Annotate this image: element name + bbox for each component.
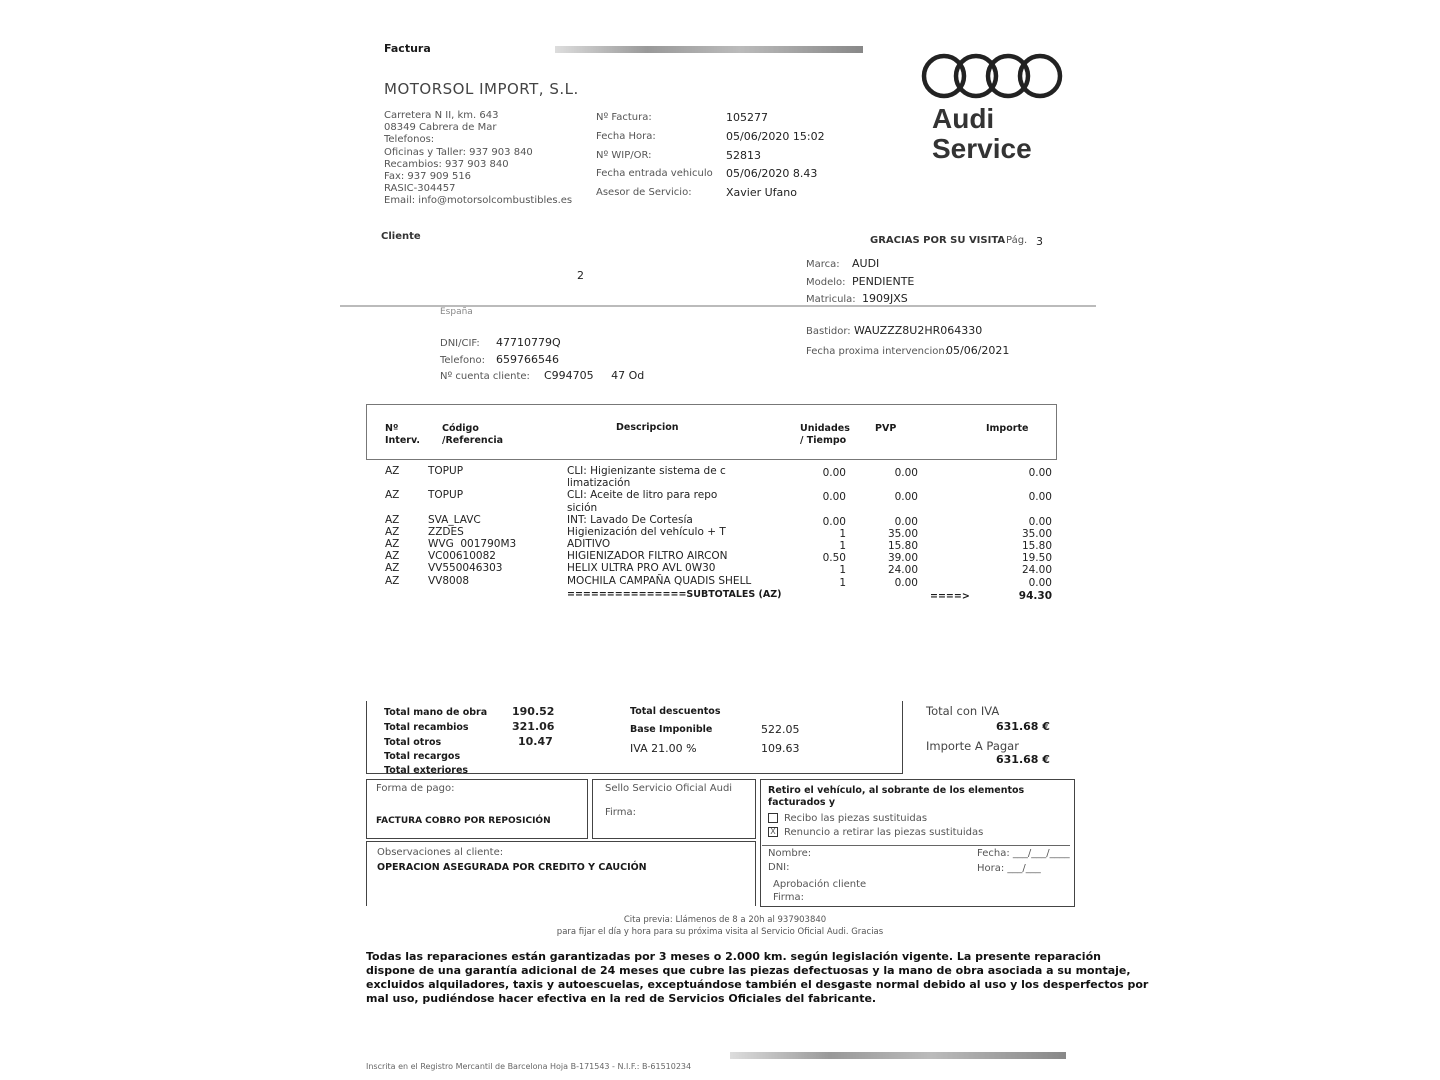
header-descripcion: Descripcion (616, 422, 679, 433)
cell-codigo: ZZDES (428, 525, 464, 538)
base-value: 522.05 (761, 723, 800, 736)
cell-pvp: 0.00 (894, 576, 918, 589)
client-number: 2 (577, 269, 584, 282)
cell-interv: AZ (385, 489, 400, 502)
document-title: Factura (384, 42, 431, 55)
cell-interv: AZ (385, 538, 400, 550)
cell-codigo: TOPUP (428, 465, 464, 477)
client-country: España (440, 307, 473, 317)
retiro-divider (762, 845, 1070, 846)
cell-codigo: TOPUP (428, 489, 464, 502)
cell-interv: AZ (385, 550, 400, 563)
header-unidades: Unidades / Tiempo (800, 423, 850, 446)
cell-interv: AZ (385, 562, 400, 575)
cell-pvp: 39.00 (887, 552, 918, 565)
retiro-title: Retiro el vehículo, al sobrante de los elementos facturados y (768, 785, 1025, 808)
audi-service-logo (932, 104, 1032, 164)
cell-unidades: 1 (839, 527, 846, 540)
cell-unidades: 1 (839, 576, 846, 589)
cell-unidades: 1 (839, 540, 846, 552)
client-field-label: DNI/CIF: (440, 338, 480, 349)
cell-interv: AZ (385, 513, 400, 526)
audi-rings-logo (920, 52, 1066, 100)
cell-importe: 19.50 (1021, 552, 1052, 565)
appointment-line: para fijar el día y hora para su próxima visita al Servicio Oficial Audi. Gracias (556, 926, 884, 937)
retiro-dni-label: DNI: (768, 862, 790, 873)
payment-method: FACTURA COBRO POR REPOSICIÓN (376, 816, 551, 826)
payment-label: Forma de pago: (376, 783, 455, 794)
client-phone: 659766546 (496, 352, 559, 366)
vehicle-plate: 1909JXS (862, 292, 908, 305)
pagar-value: 631.68 € (996, 753, 1050, 766)
cell-interv: AZ (385, 525, 400, 538)
cell-unidades: 0.00 (822, 515, 846, 528)
vehicle-vin: WAUZZZ8U2HR064330 (854, 324, 983, 337)
iva-value: 109.63 (761, 742, 800, 755)
invoice-date: 05/06/2020 15:02 (726, 129, 825, 143)
pagar-label: Importe A Pagar (926, 739, 1019, 753)
cell-importe: 15.80 (1021, 540, 1052, 552)
company-line: Telefonos: (384, 134, 435, 146)
cell-descripcion: CLI: Higienizante sistema de c limatización (567, 465, 726, 490)
sello-firma-label: Firma: (605, 807, 636, 818)
checkbox-renounce[interactable]: X (768, 827, 778, 837)
vehicle-label: Marca: (806, 259, 840, 270)
retiro-approval-label: Aprobación cliente (773, 879, 867, 890)
client-label: Cliente (381, 231, 421, 242)
retiro-signature-label: Firma: (773, 892, 804, 903)
cell-codigo: VC00610082 (428, 550, 496, 563)
retiro-name-label: Nombre: (768, 848, 812, 859)
brand-line-audi: Audi (932, 103, 995, 134)
invoice-date-label: Fecha Hora: (596, 130, 656, 142)
cell-descripcion: MOCHILA CAMPAÑA QUADIS SHELL (567, 574, 752, 587)
vehicle-label: Modelo: (806, 276, 846, 288)
vehicle-label: Matricula: (806, 294, 856, 305)
appointment-info (0, 915, 1440, 938)
observations-label: Observaciones al cliente: (377, 847, 504, 858)
vehicle-info (806, 255, 914, 308)
cell-interv: AZ (385, 574, 400, 587)
sello-label: Sello Servicio Oficial Audi (605, 783, 733, 794)
next-intervention-date: 05/06/2021 (946, 343, 1010, 357)
cell-codigo: VV8008 (428, 574, 470, 587)
header-scan-bar (555, 46, 863, 53)
iva-label: IVA 21.00 % (630, 742, 697, 755)
cell-descripcion: INT: Lavado De Cortesía (567, 513, 693, 526)
header-importe: Importe (986, 423, 1029, 434)
cell-importe: 0.00 (1028, 491, 1052, 504)
company-name: MOTORSOL IMPORT, S.L. (384, 80, 579, 98)
invoice-wip: 52813 (726, 148, 761, 162)
descuentos-label: Total descuentos (630, 706, 721, 717)
invoice-number-label: Nº Factura: (596, 112, 652, 123)
cell-unidades: 0.50 (822, 552, 846, 565)
registry-info: Inscrita en el Registro Mercantil de Barcelona Hoja B-171543 - N.I.F.: B-61510234 (366, 1062, 692, 1071)
cell-descripcion: Higienización del vehículo + T (567, 525, 726, 538)
subtotal-label: ===============SUBTOTALES (AZ) (567, 589, 782, 600)
cell-codigo: VV550046303 (428, 562, 503, 575)
cell-pvp: 0.00 (894, 515, 918, 528)
invoice-entry-label: Fecha entrada vehiculo (596, 168, 713, 180)
cell-codigo: WVG 001790M3 (428, 538, 517, 550)
appointment-line: Cita previa: Llámenos de 8 a 20h al 937903840 (623, 915, 827, 925)
cell-descripcion: CLI: Aceite de litro para repo sición (567, 489, 718, 514)
vehicle-field-label: Bastidor: (806, 326, 851, 337)
total-label: Total otros (384, 737, 442, 748)
cell-importe: 0.00 (1028, 467, 1052, 479)
cell-pvp: 0.00 (894, 467, 918, 479)
client-dni: 47710779Q (496, 336, 561, 349)
cell-unidades: 1 (839, 564, 846, 577)
cell-importe: 0.00 (1028, 576, 1052, 589)
vehicle-field-label: Fecha proxima intervencion: (806, 345, 949, 357)
retiro-fecha-label: Fecha: ___/___/____ (977, 848, 1070, 859)
footer-scan-bar (730, 1052, 1066, 1059)
subtotal-arrow: ====> (930, 591, 970, 602)
cell-importe: 24.00 (1021, 564, 1052, 577)
company-line: Recambios: 937 903 840 (384, 158, 509, 170)
cell-pvp: 24.00 (887, 564, 918, 577)
totals-left (384, 705, 554, 778)
invoice-advisor-label: Asesor de Servicio: (596, 187, 692, 199)
cell-unidades: 0.00 (822, 467, 846, 479)
total-label: Total exteriores (384, 765, 469, 776)
cell-descripcion: ADITIVO (567, 538, 611, 550)
company-info (384, 110, 572, 208)
base-label: Base Imponible (630, 724, 713, 735)
cell-interv: AZ (385, 465, 400, 477)
invoice-entry-date: 05/06/2020 8.43 (726, 167, 818, 181)
header-interv: Nº Interv. (385, 423, 420, 446)
vehicle-model: PENDIENTE (852, 274, 915, 288)
total-parts: 321.06 (512, 720, 555, 733)
client-field-label: Nº cuenta cliente: (440, 371, 530, 382)
invoice-labels (596, 109, 713, 203)
retiro-option-label: Renuncio a retirar las piezas sustituidas (784, 827, 984, 838)
retiro-option-receive[interactable] (768, 813, 927, 824)
vehicle-brand: AUDI (852, 257, 880, 270)
cell-pvp: 35.00 (887, 527, 918, 540)
cell-codigo: SVA_LAVC (428, 513, 481, 526)
company-line: Fax: 937 909 516 (384, 171, 472, 183)
total-iva-label: Total con IVA (926, 704, 1000, 718)
company-line: Oficinas y Taller: 937 903 840 (384, 146, 533, 158)
vehicle-details (806, 321, 1009, 360)
header-codigo: Código /Referencia (442, 423, 503, 446)
page-number: 3 (1036, 235, 1043, 248)
cell-pvp: 0.00 (894, 491, 918, 504)
company-line: Email: info@motorsolcombustibles.es (384, 195, 573, 207)
company-line: RASIC-304457 (384, 183, 456, 195)
retiro-hora-label: Hora: ___/___ (977, 863, 1041, 874)
guarantee-text: Todas las reparaciones están garantizadas por 3 meses o 2.000 km. según legislación vigente. La presente reparación dispone de una garantía adicional de 24 meses que cubre las piezas defectuosas y la mano de obra asociada a su montaje, excluidos alquiladores, taxis y autoescuelas, exceptuándose también el desgaste normal debido al uso y los desperfectos por mal uso, pudiéndose hacer efectiva en la red de Servicios Oficiales del fabricante. (366, 950, 1149, 1005)
company-line: 08349 Cabrera de Mar (384, 122, 497, 134)
company-line: Carretera N II, km. 643 (384, 110, 499, 121)
header-pvp: PVP (875, 423, 897, 434)
cell-importe: 35.00 (1021, 527, 1052, 540)
invoice-wip-label: Nº WIP/OR: (596, 149, 652, 161)
client-field-label: Telefono: (440, 354, 485, 366)
thanks-message: GRACIAS POR SU VISITA (870, 235, 1006, 246)
total-label: Total recargos (384, 751, 461, 762)
total-label: Total mano de obra (384, 707, 488, 718)
client-account: C994705 47 Od (544, 369, 645, 382)
cell-descripcion: HELIX ULTRA PRO AVL 0W30 (567, 562, 716, 575)
retiro-option-label: Recibo las piezas sustituidas (784, 813, 928, 824)
total-iva-value: 631.68 € (996, 720, 1050, 733)
observations-text: OPERACION ASEGURADA POR CREDITO Y CAUCIÓN (377, 862, 647, 873)
total-labor: 190.52 (512, 705, 555, 718)
client-details (440, 334, 644, 384)
page-label: Pág. (1006, 235, 1028, 246)
subtotal-value: 94.30 (1018, 590, 1052, 602)
checkbox-receive[interactable] (768, 813, 778, 823)
cell-unidades: 0.00 (822, 491, 846, 504)
cell-pvp: 15.80 (887, 540, 918, 552)
cell-descripcion: HIGIENIZADOR FILTRO AIRCON (567, 550, 728, 563)
invoice-values (726, 109, 825, 203)
brand-line-service: Service (932, 133, 1032, 164)
invoice-advisor: Xavier Ufano (726, 186, 797, 200)
total-others: 10.47 (518, 735, 553, 748)
retiro-option-renounce[interactable] (768, 827, 983, 838)
total-label: Total recambios (384, 722, 469, 733)
invoice-number: 105277 (726, 111, 768, 124)
cell-importe: 0.00 (1028, 515, 1052, 528)
